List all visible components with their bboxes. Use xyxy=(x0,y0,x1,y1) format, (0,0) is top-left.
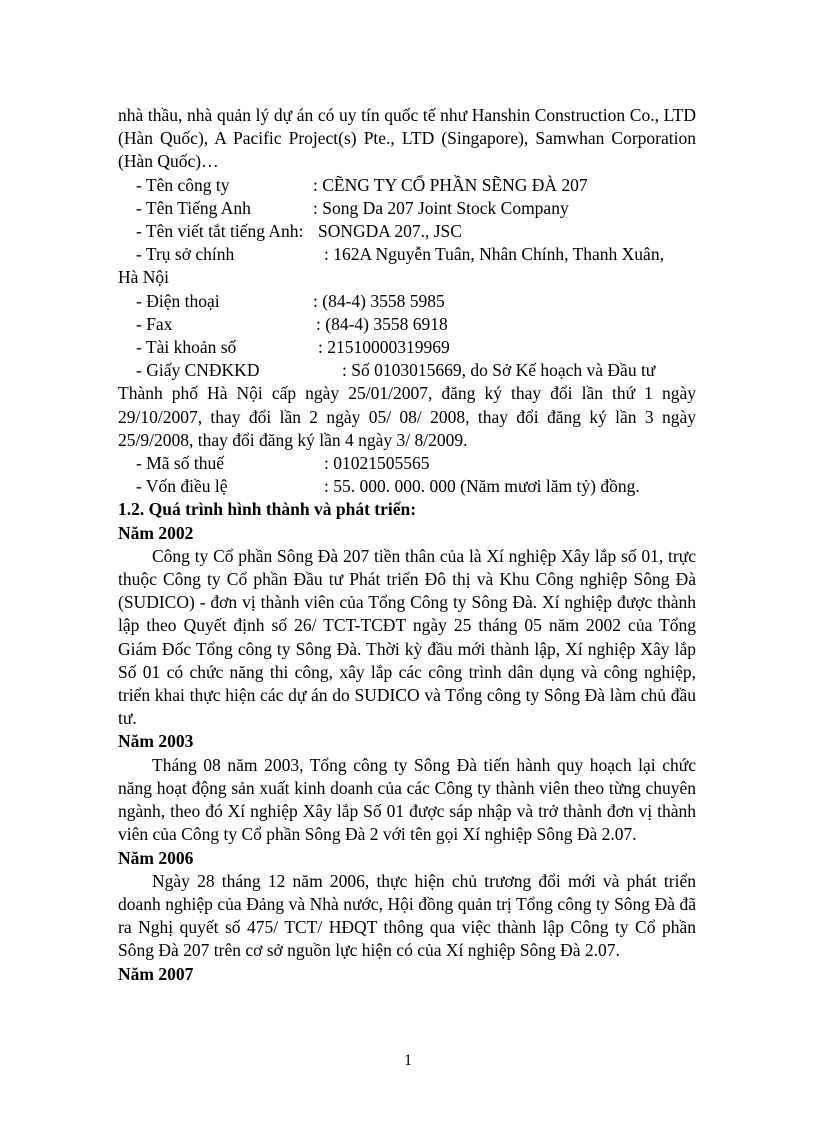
history-paragraph: Ngày 28 tháng 12 năm 2006, thực hiện chủ trương đổi mới và phát triển doanh nghiệp của Đảng và Nhà nước, Hội đồng quản trị Tổng công ty Sông Đà đã ra Nghị quyết số 475/ TCT/ HĐQT thông qua việc thành lập Công ty Cổ phần Sông Đà 207 trên cơ sở nguồn lực hiện có của Xí nghiệp Sông Đà 2.07. xyxy=(118,870,696,961)
info-label: - Tài khoản số xyxy=(136,337,237,358)
info-label: - Mã số thuế xyxy=(136,453,224,474)
info-label: - Tên viết tắt tiếng Anh: xyxy=(136,221,304,242)
info-label: - Trụ sở chính xyxy=(136,244,235,265)
info-row-license xyxy=(118,359,696,382)
company-info xyxy=(118,174,696,499)
info-row-account xyxy=(118,336,696,359)
year-heading: Năm 2006 xyxy=(118,847,194,868)
info-value: : 55. 000. 000. 000 (Năm mươi lăm tỷ) đồng. xyxy=(324,476,640,497)
info-value: : (84-4) 3558 6918 xyxy=(316,313,448,334)
info-value: : Số 0103015669, do Sở Kế hoạch và Đầu tư xyxy=(342,360,656,381)
info-label: - Tên Tiếng Anh xyxy=(136,197,251,218)
info-head-office-continuation: Hà Nội xyxy=(118,267,170,288)
info-label: - Vốn điều lệ xyxy=(136,476,228,497)
info-label: - Điện thoại xyxy=(136,290,220,311)
intro-paragraph: nhà thầu, nhà quản lý dự án có uy tín quốc tế như Hanshin Construction Co., LTD (Hàn Quốc), A Pacific Project(s) Pte., LTD (Singapore), Samwhan Corporation (Hàn Quốc)… xyxy=(118,105,696,172)
info-label: - Fax xyxy=(136,313,173,334)
info-row-charter-capital xyxy=(118,475,696,498)
info-row-phone xyxy=(118,290,696,313)
info-value: : 01021505565 xyxy=(324,453,430,474)
document-body xyxy=(118,104,696,986)
info-row-short-name xyxy=(118,220,696,243)
info-value: : (84-4) 3558 5985 xyxy=(313,290,445,311)
info-license-continuation: Thành phố Hà Nội cấp ngày 25/01/2007, đăng ký thay đổi lần thứ 1 ngày 29/10/2007, thay đổi lần 2 ngày 05/ 08/ 2008, thay đổi đăng ký lần 3 ngày 25/9/2008, thay đổi đăng ký lần 4 ngày 3/ 8/2009. xyxy=(118,383,696,450)
history-2007 xyxy=(118,963,696,986)
year-heading: Năm 2002 xyxy=(118,522,194,543)
info-label: - Tên công ty xyxy=(136,174,230,195)
info-value: : 21510000319969 xyxy=(318,337,450,358)
info-row-name xyxy=(118,174,696,197)
history-2003 xyxy=(118,730,696,846)
info-row-english-name xyxy=(118,197,696,220)
info-row-head-office xyxy=(118,243,696,266)
history-paragraph: Tháng 08 năm 2003, Tổng công ty Sông Đà tiến hành quy hoạch lại chức năng hoạt động sản xuất kinh doanh của các Công ty thành viên theo từng chuyên ngành, theo đó Xí nghiệp Xây lắp Số 01 được sáp nhập và trở thành đơn vị thành viên của Công ty Cổ phần Sông Đà 2 với tên gọi Xí nghiệp Sông Đà 2.07. xyxy=(118,754,696,845)
info-row-tax-code xyxy=(118,452,696,475)
info-row-fax xyxy=(118,313,696,336)
year-heading: Năm 2003 xyxy=(118,731,194,752)
history-paragraph: Công ty Cổ phần Sông Đà 207 tiền thân của là Xí nghiệp Xây lắp số 01, trực thuộc Công ty Cổ phần Đầu tư Phát triển Đô thị và Khu Công nghiệp Sông Đà (SUDICO) - đơn vị thành viên của Tổng Công ty Sông Đà. Xí nghiệp được thành lập theo Quyết định số 26/ TCT-TCĐT ngày 25 tháng 05 năm 2002 của Tổng Giám Đốc Tổng công ty Sông Đà. Thời kỳ đầu mới thành lập, Xí nghiệp Xây lắp Số 01 có chức năng thi công, xây lắp các công trình dân dụng và công nghiệp, triển khai thực hiện các dự án do SUDICO và Tổng công ty Sông Đà làm chủ đầu tư. xyxy=(118,545,696,729)
info-value: SONGDA 207., JSC xyxy=(318,221,462,242)
year-heading: Năm 2007 xyxy=(118,963,194,984)
history-2006 xyxy=(118,847,696,963)
history-2002 xyxy=(118,522,696,731)
info-value: : Song Da 207 Joint Stock Company xyxy=(313,197,569,218)
info-value: : CẼNG TY CỔ PHẦN SẼNG ĐÀ 207 xyxy=(313,174,588,195)
page-number: 1 xyxy=(404,1052,412,1069)
section-heading: 1.2. Quá trình hình thành và phát triển: xyxy=(118,499,417,520)
info-value: : 162A Nguyễn Tuân, Nhân Chính, Thanh Xuân, xyxy=(324,244,664,265)
info-label: - Giấy CNĐKKD xyxy=(136,360,260,381)
